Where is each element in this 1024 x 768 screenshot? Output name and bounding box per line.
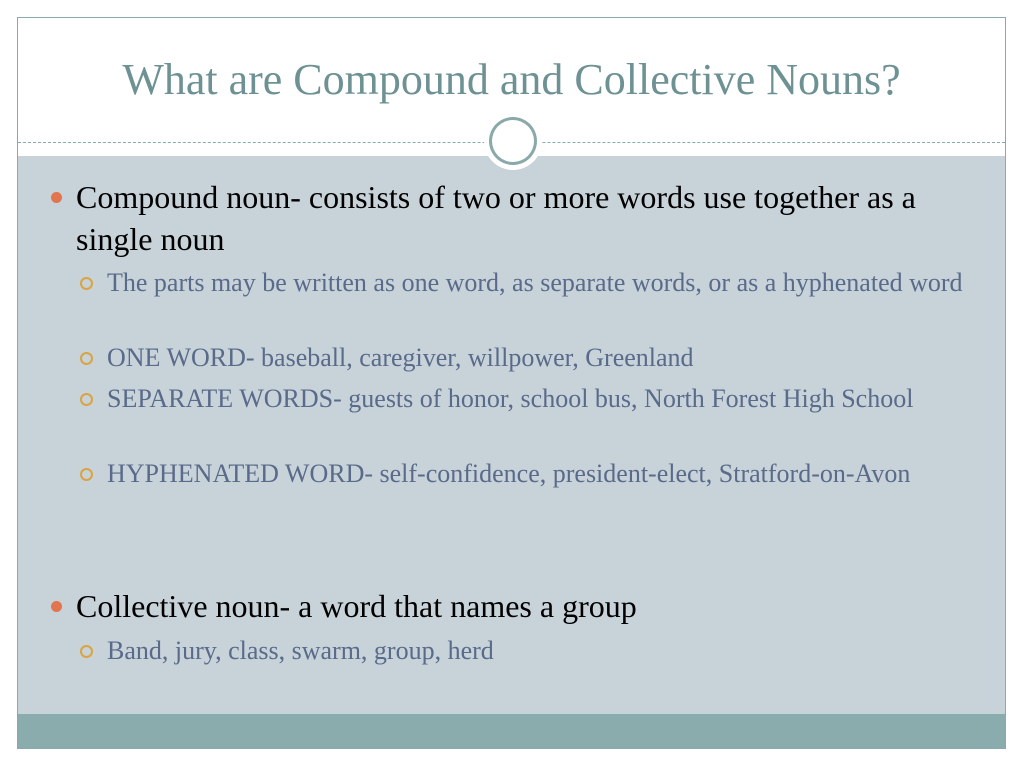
footer-bar xyxy=(18,714,1005,748)
sub-bullet-icon xyxy=(80,352,93,365)
sub-bullet-text: Band, jury, class, swarm, group, herd xyxy=(107,636,494,665)
bullet-text: Compound noun- consists of two or more words use together as a single noun xyxy=(76,179,916,257)
bullet-icon xyxy=(51,192,62,203)
sub-bullet-icon xyxy=(80,468,93,481)
bullet-text: Collective noun- a word that names a group xyxy=(76,588,637,624)
sub-bullet-text: ONE WORD- baseball, caregiver, willpower, Greenland xyxy=(107,343,694,372)
slide xyxy=(17,17,1006,749)
bullet-compound-noun xyxy=(76,176,996,260)
sub-bullet-hyphenated xyxy=(107,457,987,491)
sub-bullet-text: SEPARATE WORDS- guests of honor, school bus, North Forest High School xyxy=(107,384,914,413)
sub-bullet-icon xyxy=(80,277,93,290)
bullet-collective-noun xyxy=(76,585,996,627)
ring-icon-center xyxy=(492,120,534,162)
sub-bullet-separate-words xyxy=(107,382,987,416)
sub-bullet-text: HYPHENATED WORD- self-confidence, president-elect, Stratford-on-Avon xyxy=(107,459,911,488)
sub-bullet-one-word xyxy=(107,341,987,375)
sub-bullet-text: The parts may be written as one word, as separate words, or as a hyphenated word xyxy=(107,268,963,297)
bullet-icon xyxy=(51,601,62,612)
sub-bullet-parts xyxy=(107,266,987,300)
sub-bullet-icon xyxy=(80,645,93,658)
slide-title: What are Compound and Collective Nouns? xyxy=(122,55,901,104)
sub-bullet-icon xyxy=(80,393,93,406)
sub-bullet-examples xyxy=(107,634,987,668)
